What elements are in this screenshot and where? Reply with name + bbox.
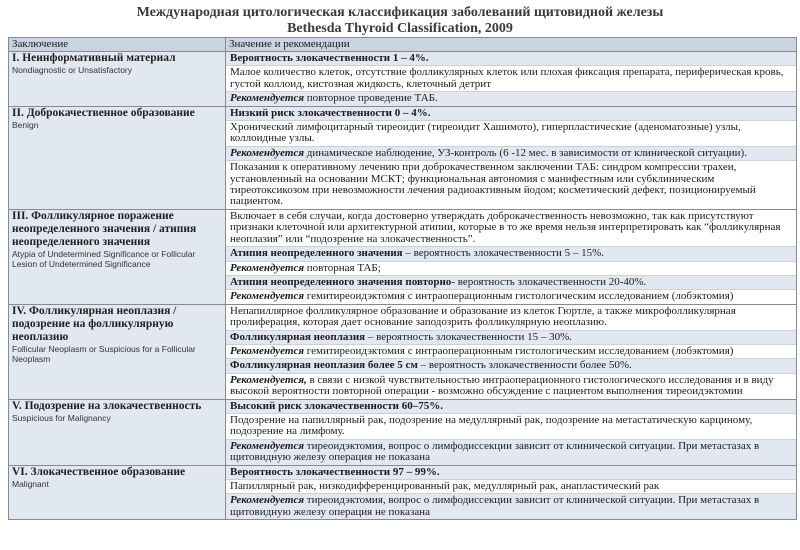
body-text: повторное проведение ТАБ. (304, 92, 438, 105)
emphasis-text: Вероятность злокачественности 97 – 99%. (230, 465, 440, 478)
recommendation-keyword: Рекомендуется (230, 146, 305, 159)
recommendation-keyword: Рекомендуется (230, 344, 305, 357)
body-text: гемитиреоидэктомия с интраоперационным гистологическим исследованием (лобэктомия) (304, 344, 734, 357)
table-row (9, 209, 797, 304)
body-text: гемитиреоидэктомия с интраоперационным гистологическим исследованием (лобэктомия) (304, 290, 734, 303)
classification-table (8, 37, 797, 520)
header-conclusion: Заключение (9, 38, 226, 52)
recommendation-line (226, 374, 796, 399)
recommendation-line (226, 107, 796, 121)
recommendation-line (226, 440, 796, 465)
body-text: Включает в себя случаи, когда достоверно утверждать доброкачественность невозможно, так как присутствуют признаки клеточной или архитектурной атипии, которые в то же время нельзя интерпретировать как “фолликулярная неоплазия” или “подозрение на злокачественность”. (230, 209, 781, 245)
category-name-ru: V. Подозрение на злокачественность (12, 399, 202, 412)
table-row (9, 304, 797, 399)
category-name-ru: I. Неинформативный материал (12, 52, 176, 64)
recommendation-cell (226, 106, 797, 209)
body-text: Папиллярный рак, низкодифференцированный рак, медуллярный рак, анапластический рак (230, 480, 660, 492)
category-cell (9, 106, 226, 209)
category-name-en: Nondiagnostic or Unsatisfactory (12, 65, 133, 75)
body-text: повторная ТАБ; (304, 261, 381, 274)
category-cell (9, 209, 226, 304)
title-line-ru: Международная цитологическая классификация заболеваний щитовидной железы (136, 5, 664, 20)
recommendation-line (226, 161, 796, 209)
title-line-en: Bethesda Thyroid Classification, 2009 (287, 21, 513, 36)
category-name-ru: VI. Злокачественное образование (12, 465, 186, 478)
recommendation-line (226, 92, 796, 105)
recommendation-line (226, 52, 796, 66)
table-row (9, 465, 797, 520)
recommendation-keyword: Рекомендуется (230, 261, 305, 274)
category-cell (9, 465, 226, 520)
emphasis-text: Фолликулярная неоплазия более 5 см (230, 359, 418, 372)
recommendation-cell (226, 304, 797, 399)
body-text: Подозрение на папиллярный рак, подозрение на медуллярный рак, подозрение на метастатическую карциному, подозрение на лимфому. (230, 413, 753, 438)
recommendation-line (226, 331, 796, 345)
category-cell (9, 304, 226, 399)
category-name-en: Atypia of Undetermined Significance or Follicular Lesion of Undetermined Significance (12, 248, 196, 269)
table-row (9, 106, 797, 209)
emphasis-text: Низкий риск злокачественности 0 – 4%. (230, 106, 431, 119)
recommendation-line (226, 276, 796, 290)
recommendation-line (226, 247, 796, 261)
body-text: – вероятность злокачественности более 50%. (417, 359, 632, 372)
recommendation-line (226, 305, 796, 331)
recommendation-cell (226, 209, 797, 304)
document-title (0, 0, 800, 37)
emphasis-text: Атипия неопределенного значения повторно (230, 275, 452, 288)
recommendation-line (226, 400, 796, 414)
category-name-en: Benign (12, 119, 39, 130)
category-name-ru: IV. Фолликулярная неоплазия / подозрение на фолликулярную неоплазию (12, 304, 177, 343)
table-header-row (9, 38, 797, 52)
category-cell (9, 52, 226, 107)
recommendation-line (226, 121, 796, 147)
recommendation-cell (226, 465, 797, 520)
body-text: – вероятность злокачественности 15 – 30%. (365, 330, 573, 343)
table-row (9, 52, 797, 107)
recommendation-line (226, 414, 796, 440)
recommendation-keyword: Рекомендуется (230, 92, 305, 105)
table-body (9, 52, 797, 520)
recommendation-cell (226, 52, 797, 107)
table-row (9, 399, 797, 465)
recommendation-line (226, 290, 796, 303)
category-name-ru: III. Фолликулярное поражение неопределенного значения / атипия неопределенного значения (12, 209, 197, 248)
body-text: динамическое наблюдение, УЗ-контроль (6 -12 мес. в зависимости от клинической ситуации). (304, 146, 747, 159)
recommendation-line (226, 147, 796, 161)
category-name-ru: II. Доброкачественное образование (12, 106, 195, 119)
emphasis-text: Фолликулярная неоплазия (230, 330, 366, 343)
emphasis-text: Вероятность злокачественности 1 – 4%. (230, 52, 429, 64)
body-text: Малое количество клеток, отсутствие фолликулярных клеток или плохая фиксация препарата, периферическая кровь, густой коллоид, кистозная жидкость, клеточный детрит (230, 66, 784, 90)
recommendation-keyword: Рекомендуется, (230, 373, 307, 386)
recommendation-line (226, 66, 796, 92)
body-text: тиреоидэктомия, вопрос о лимфодиссекции зависит от клинической ситуации. При метастазах в щитовидную железу операция не показана (230, 494, 760, 518)
body-text: Непапиллярное фолликулярное образование и образование из клеток Гюртле, а также микрофолликулярная пролиферация, которая дает основание заподозрить фолликулярную неоплазию. (230, 304, 736, 329)
body-text: – вероятность злокачественности 5 – 15%. (402, 247, 605, 260)
body-text: тиреоидэктомия, вопрос о лимфодиссекции зависит от клинической ситуации. При метастазах в щитовидную железу операция не показана (230, 439, 760, 464)
body-text: в связи с низкой чувствительностью интраоперационного гистологического исследования и в виду высокой вероятности повторной операции - возможно обсуждение с пациентом выполнения тиреоидэктомии (230, 373, 774, 398)
recommendation-line (226, 480, 796, 494)
recommendation-line (226, 262, 796, 276)
category-name-en: Suspicious for Malignancy (12, 412, 111, 423)
recommendation-line (226, 359, 796, 373)
emphasis-text: Атипия неопределенного значения (230, 247, 403, 260)
recommendation-cell (226, 399, 797, 465)
category-name-en: Follicular Neoplasm or Suspicious for a Follicular Neoplasm (12, 343, 196, 364)
category-cell (9, 399, 226, 465)
body-text: - вероятность злокачественности 20-40%. (451, 275, 647, 288)
recommendation-line (226, 494, 796, 519)
recommendation-line (226, 345, 796, 359)
recommendation-keyword: Рекомендуется (230, 494, 305, 507)
recommendation-line (226, 466, 796, 480)
recommendation-line (226, 210, 796, 247)
body-text: Показания к оперативному лечению при доброкачественном заключении ТАБ: синдром компрессии трахеи, установленный на основании МСКТ; функциональная автономия с манифестным или субклиническим тиреотоксикозом при невозможности лечения радиоактивным йодом; косметический дефект, позиционируемый пациентом. (230, 161, 756, 208)
recommendation-keyword: Рекомендуется (230, 290, 305, 303)
emphasis-text: Высокий риск злокачественности 60–75%. (230, 399, 443, 412)
header-meaning: Значение и рекомендации (226, 38, 797, 52)
category-name-en: Malignant (12, 478, 49, 489)
recommendation-keyword: Рекомендуется (230, 439, 305, 452)
body-text: Хронический лимфоцитарный тиреоидит (тиреоидит Хашимото), гиперпластические (аденоматозные) узлы, коллоидные узлы. (230, 121, 741, 145)
